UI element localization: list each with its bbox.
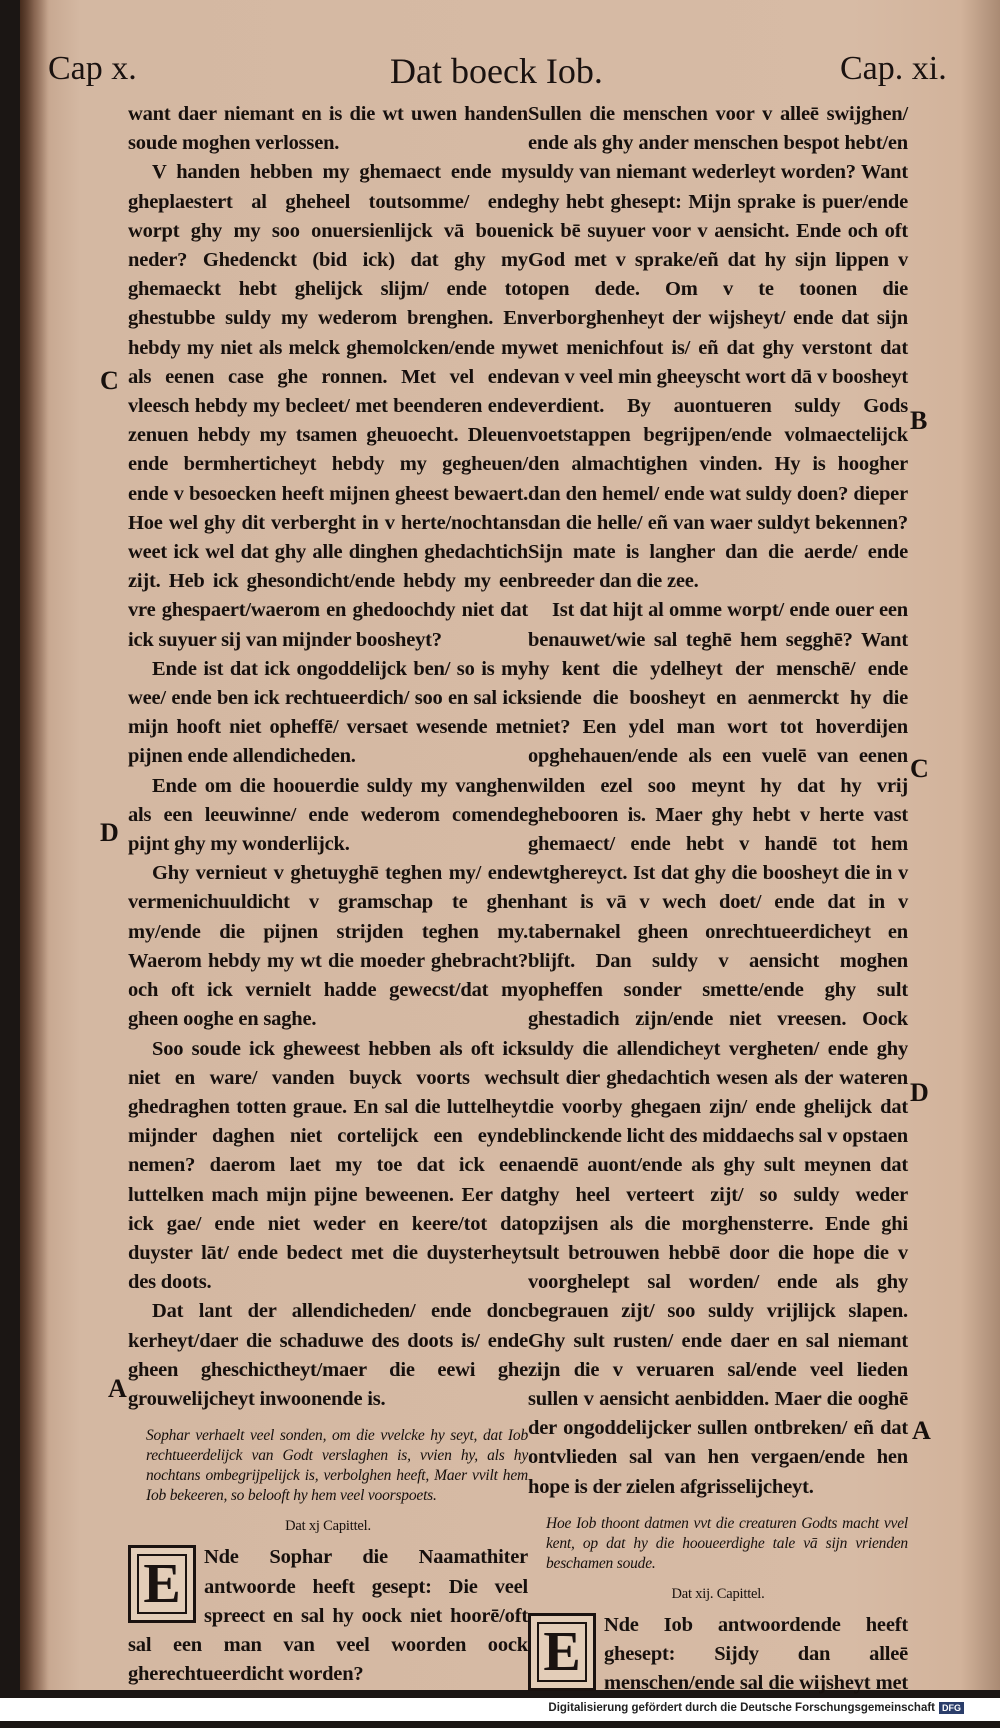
running-head-left: Cap x. xyxy=(48,50,137,87)
chapter-opening-text: Nde Iob antwoordende heeft ghesept: Sijdy dan alleē menschen/ende sal die wijsheyt met xyxy=(604,1613,908,1695)
margin-letter: C xyxy=(910,754,929,783)
chapter-opening-text: Nde Sophar die Naamathiter antwoorde heeft gesept: Die veel spreect en sal hy oock niet hoorē/oft sal een man van veel woorden oock gherechtueerdicht worden? xyxy=(128,1546,528,1686)
chapter-summary: Hoe Iob thoont datmen vvt die creaturen Godts macht vvel kent, op dat hy die hooueerdighe tale vā sijn vrienden beschamen soude. xyxy=(546,1514,908,1572)
initial-letter: E xyxy=(543,1620,581,1683)
footer-credit: Digitalisierung gefördert durch die Deutsche Forschungsgemeinschaft xyxy=(548,1702,935,1715)
chapter-heading: Dat xj Capittel. xyxy=(285,1518,371,1535)
decorated-initial xyxy=(528,1613,596,1691)
left-paragraph: V handen hebben my ghemaect ende my gheplaestert al gheheel toutsomme/ ende worpt ghy my soo onuersienlijck vā bouen neder? Ghedenckt (bid ick) dat ghy my ghemaeckt hebt ghelijck slijm/ ende tot ghestubbe suldy my wederom brenghen. En hebdy my niet als melck ghemolcken/ende my als eenen case ghe ronnen. Met vel ende vleesch hebdy my becleet/ met beenderen ende zenuen hebdy my tsamen gheuoecht. Dleuen ende bermherticheyt hebdy my gegheuen/ ende v besoecken heeft mijnen gheest bewaert. Hoe wel ghy dit verberght in v herte/nochtans weet ick wel dat ghy alle dinghen ghedachtich zijt. Heb ick ghesondicht/ende hebdy my een vre ghespaert/waerom en ghedoochdy niet dat ick suyuer sij van mijnder boosheyt? xyxy=(128,161,528,651)
chapter-summary: Sophar verhaelt veel sonden, om die vvelcke hy seyt, dat Iob rechtueerdelijck van Godt verslaghen is, vvien hy, als hy nochtans ombegrijpelijck is, verbolghen heeft, Maer vvilt hem Iob bekeeren, so belooft hy hem veel voorspoets. xyxy=(146,1427,528,1505)
gutter-shadow xyxy=(20,0,48,1690)
right-paragraph: Ist dat hijt al omme worpt/ ende ouer een benauwet/wie sal teghē hem segghē? Want hy kent die ydelheyt der menschē/ ende siende die boosheyt en aenmerckt hy die niet? Een ydel man wort tot hoverdijen opghehauen/ende als een vuelē van eenen wilden ezel soo meynt hy dat hy vrij ghebooren is. Maer ghy hebt v herte vast ghemaect/ ende hebt v handē tot hem wtghereyct. Ist dat ghy die boosheyt die in v hant is vā v wech doet/ ende dat in v tabernakel gheen onrechtueerdicheyt en blijft. Dan suldy v aensicht moghen opheffen sonder smette/ende ghy sult ghestadich zijn/ende niet vreesen. Oock suldy die allendicheyt vergheten/ ende ghy sult dier ghedachtich wesen als der wateren die voorby ghegaen zijn/ ende ghelijck dat blinckende licht des middaechs sal v opstaen aendē auont/ende als ghy sult meynen dat ghy heel verteert zijt/ so suldy weder opzijsen als die morghensterre. Ende ghi sult betrouwen hebbē door die hope die v voorghelept sal worden/ ende als ghy begrauen zijt/ soo suldy vrijlijck slapen. Ghy sult rusten/ ende daer en sal niemant zijn die v veruaren sal/ende veel lieden sullen v aensicht aenbidden. Maer die ooghē der ongoddelijcker sullen ontbreken/ eñ dat ontvlieden sal van hen vergaen/ende hen hope is der zielen afgrisselijcheyt. xyxy=(528,599,908,1498)
running-head-right: Cap. xi. xyxy=(840,50,947,87)
right-paragraph: Sullen die menschen voor v alleē swijghen/ ende als ghy ander menschen bespot hebt/en suldy van niemant wederleyt worden? Want ghy hebt ghesept: Mijn sprake is puer/ende ick bē suyuer voor v aensicht. Ende och oft God met v sprake/eñ dat hy sijn lippen v open dede. Om v te toonen die verborghenheyt der wijsheyt/ ende dat sijn wet menichfout is/ eñ dat ghy verstont dat van v veel min gheeyscht wort dā v boosheyt verdient. By auontueren suldy Gods voetstappen begrijpen/ende volmaectelijck den almachtighen vinden. Hy is hoogher dan den hemel/ ende wat suldy doen? dieper dan die helle/ eñ van waer suldyt bekennen? Sijn mate is langher dan die aerde/ ende breeder dan die zee. xyxy=(528,103,908,593)
left-paragraph: Ghy vernieut v ghetuyghē teghen my/ ende vermenichuuldicht v gramschap te ghen my/ende die pijnen strijden teghen my. Waerom hebdy my wt die moeder ghebracht?och oft ick vernielt hadde gewecst/dat my gheen ooghe en saghe. xyxy=(128,862,528,1031)
left-paragraph: want daer niemant en is die wt uwen handen soude moghen verlossen. xyxy=(128,103,528,155)
decorated-initial xyxy=(128,1545,196,1623)
margin-letter: A xyxy=(912,1416,931,1445)
margin-letter: A xyxy=(108,1374,127,1403)
margin-letter: D xyxy=(100,818,119,847)
dfg-logo-icon: DFG xyxy=(939,1702,964,1714)
digitization-footer xyxy=(0,1698,1000,1721)
running-head-title: Dat boeck Iob. xyxy=(390,51,603,91)
left-paragraph: Dat lant der allendicheden/ ende donc kerheyt/daer die schaduwe des doots is/ ende gheen gheschictheyt/maer die eewi ghe grouwelijcheyt inwoonende is. xyxy=(128,1300,528,1410)
left-paragraph: Ende om die hoouerdie suldy my vanghen als een leeuwinne/ ende wederom comende pijnt ghy my wonderlijck. xyxy=(128,774,528,856)
left-paragraph: Soo soude ick gheweest hebben als oft ick niet en ware/ vanden buyck voorts wech ghedraghen totten graue. En sal die luttelheyt mijnder daghen niet cortelijck een eynde nemen? daerom laet my toe dat ick een luttelken mach mijn pijne beweenen. Eer dat ick gae/ ende niet weder en keere/tot dat duyster lāt/ ende bedect met die duysterheyt des doots. xyxy=(128,1037,528,1294)
initial-letter: E xyxy=(143,1553,181,1616)
left-paragraph: Ende ist dat ick ongoddelijck ben/ so is my wee/ ende ben ick rechtueerdich/ soo en sal ick mijn hooft niet opheffē/ versaet wesende met pijnen ende allendicheden. xyxy=(128,657,528,768)
right-column xyxy=(528,100,908,1728)
margin-letter: B xyxy=(910,406,928,435)
margin-letter: D xyxy=(910,1078,929,1107)
chapter-heading: Dat xij. Capittel. xyxy=(671,1585,765,1602)
margin-letter: C xyxy=(100,366,119,395)
left-column xyxy=(128,100,528,1689)
